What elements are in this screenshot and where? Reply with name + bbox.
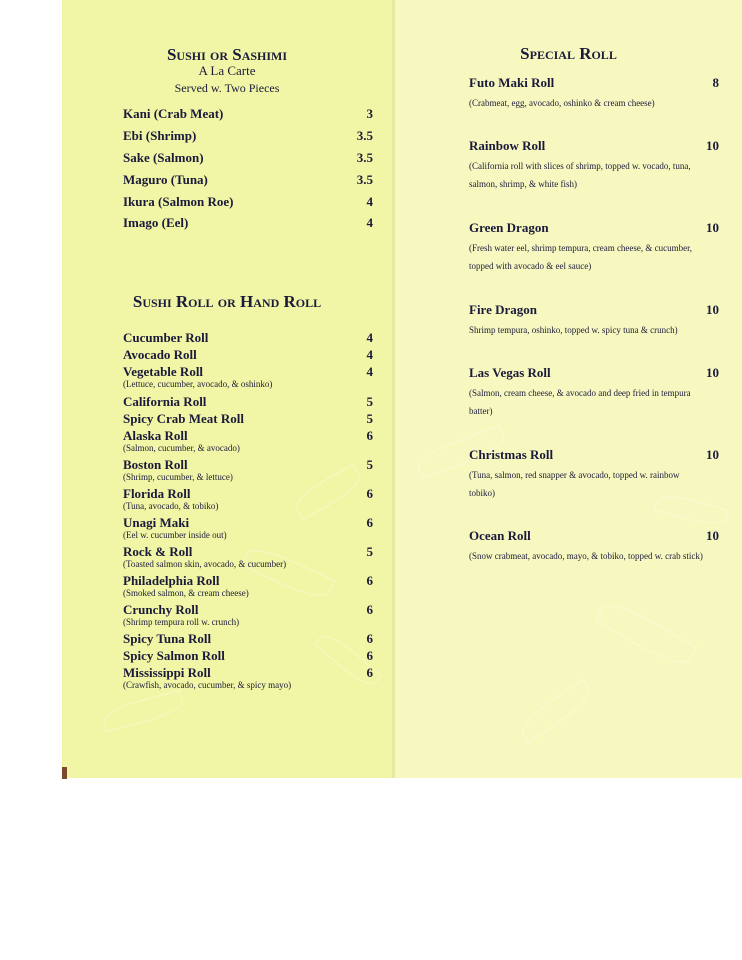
sushi-item	[123, 172, 373, 188]
item-price: 6	[366, 486, 373, 501]
item-price: 3.5	[356, 172, 373, 187]
roll-item	[123, 602, 373, 628]
item-price: 10	[706, 365, 719, 380]
item-name: Imago (Eel)	[123, 215, 189, 230]
roll-item	[123, 364, 373, 390]
item-name: Mississippi Roll	[123, 665, 211, 680]
bamboo-leaf-decoration	[516, 678, 596, 743]
special-item	[469, 365, 719, 420]
item-price: 5	[366, 394, 373, 409]
item-name: Spicy Crab Meat Roll	[123, 411, 244, 426]
item-description: (Crawfish, avocado, cucumber, & spicy mayo)	[123, 680, 292, 690]
item-name: Christmas Roll	[469, 447, 554, 462]
item-price: 3.5	[356, 150, 373, 165]
item-description: (Lettuce, cucumber, avocado, & oshinko)	[123, 379, 273, 389]
sushi-note: Served w. Two Pieces	[174, 81, 280, 95]
sushi-sashimi-title: Sushi or Sashimi	[166, 45, 288, 64]
sushi-subtitle: A La Carte	[198, 63, 256, 78]
item-description: Shrimp tempura, oshinko, topped w. spicy tuna & crunch)	[469, 325, 678, 335]
roll-item	[123, 573, 373, 599]
item-price: 10	[706, 528, 719, 543]
item-price: 5	[366, 544, 373, 559]
item-description: (Crabmeat, egg, avocado, oshinko & cream cheese)	[469, 98, 655, 108]
item-price: 3	[366, 106, 373, 121]
sushi-item	[123, 150, 373, 166]
item-price: 4	[366, 215, 373, 230]
item-description: (Shrimp tempura roll w. crunch)	[123, 617, 240, 627]
roll-item	[123, 330, 373, 346]
item-price: 5	[366, 411, 373, 426]
item-price: 6	[366, 515, 373, 530]
item-description: (Fresh water eel, shrimp tempura, cream cheese, & cucumber, topped with avocado & eel sauce)	[469, 243, 693, 271]
item-price: 6	[366, 665, 373, 680]
sushi-item	[123, 215, 373, 231]
roll-item	[123, 544, 373, 570]
special-item	[469, 528, 719, 565]
item-name: Kani (Crab Meat)	[123, 106, 224, 121]
item-description: (Shrimp, cucumber, & lettuce)	[123, 472, 233, 482]
sushi-roll-title: Sushi Roll or Hand Roll	[132, 292, 322, 311]
item-name: Cucumber Roll	[123, 330, 209, 345]
item-price: 6	[366, 648, 373, 663]
item-name: Futo Maki Roll	[469, 75, 555, 90]
special-item	[469, 75, 719, 112]
item-description: (Tuna, salmon, red snapper & avocado, topped w. rainbow tobiko)	[469, 470, 680, 498]
item-price: 6	[366, 428, 373, 443]
item-name: Avocado Roll	[123, 347, 197, 362]
item-name: Rock & Roll	[123, 544, 193, 559]
item-name: Rainbow Roll	[469, 138, 546, 153]
roll-item	[123, 486, 373, 512]
roll-item	[123, 394, 373, 410]
item-description: (Tuna, avocado, & tobiko)	[123, 501, 219, 511]
item-name: Ikura (Salmon Roe)	[123, 194, 234, 209]
item-price: 5	[366, 457, 373, 472]
item-description: (Smoked salmon, & cream cheese)	[123, 588, 249, 598]
special-item	[469, 447, 719, 502]
bamboo-leaf-decoration	[595, 596, 697, 671]
item-price: 6	[366, 602, 373, 617]
roll-item	[123, 665, 373, 691]
item-name: Ebi (Shrimp)	[123, 128, 197, 143]
item-name: Vegetable Roll	[123, 364, 204, 379]
item-name: Crunchy Roll	[123, 602, 199, 617]
roll-item	[123, 428, 373, 454]
item-description: (Snow crabmeat, avocado, mayo, & tobiko, topped w. crab stick)	[469, 551, 703, 561]
special-item	[469, 138, 719, 193]
item-price: 4	[366, 347, 373, 362]
item-price: 10	[706, 447, 719, 462]
item-name: California Roll	[123, 394, 207, 409]
sushi-item	[123, 128, 373, 144]
sushi-item	[123, 106, 373, 122]
item-price: 10	[706, 302, 719, 317]
item-price: 6	[366, 631, 373, 646]
item-price: 10	[706, 138, 719, 153]
item-name: Spicy Tuna Roll	[123, 631, 212, 646]
item-name: Green Dragon	[469, 220, 549, 235]
binding-edge	[62, 767, 67, 779]
item-name: Sake (Salmon)	[123, 150, 204, 165]
item-name: Unagi Maki	[123, 515, 190, 530]
special-item	[469, 220, 719, 275]
menu-right-page	[395, 0, 742, 778]
bamboo-leaf-decoration	[101, 690, 186, 732]
item-name: Philadelphia Roll	[123, 573, 220, 588]
item-name: Boston Roll	[123, 457, 188, 472]
item-price: 8	[712, 75, 719, 90]
item-name: Fire Dragon	[469, 302, 537, 317]
item-price: 4	[366, 194, 373, 209]
item-description: (Salmon, cream cheese, & avocado and deep fried in tempura batter)	[469, 388, 691, 416]
item-name: Florida Roll	[123, 486, 191, 501]
roll-item	[123, 648, 373, 664]
item-name: Ocean Roll	[469, 528, 531, 543]
roll-item	[123, 347, 373, 363]
item-description: (Salmon, cucumber, & avocado)	[123, 443, 240, 453]
item-price: 3.5	[356, 128, 373, 143]
roll-item	[123, 457, 373, 483]
item-price: 6	[366, 573, 373, 588]
item-description: (Toasted salmon skin, avocado, & cucumber)	[123, 559, 287, 569]
roll-item	[123, 631, 373, 647]
item-price: 4	[366, 364, 373, 379]
item-name: Spicy Salmon Roll	[123, 648, 225, 663]
item-name: Las Vegas Roll	[469, 365, 551, 380]
item-description: (California roll with slices of shrimp, topped w. vocado, tuna, salmon, shrimp, & white fish)	[469, 161, 691, 189]
item-price: 4	[366, 330, 373, 345]
menu-left-page	[62, 0, 392, 778]
special-roll-title: Special Roll	[520, 44, 617, 63]
item-name: Maguro (Tuna)	[123, 172, 208, 187]
special-item	[469, 302, 719, 339]
roll-item	[123, 515, 373, 541]
item-price: 10	[706, 220, 719, 235]
roll-item	[123, 411, 373, 427]
item-description: (Eel w. cucumber inside out)	[123, 530, 227, 540]
sushi-item	[123, 194, 373, 210]
item-name: Alaska Roll	[123, 428, 188, 443]
